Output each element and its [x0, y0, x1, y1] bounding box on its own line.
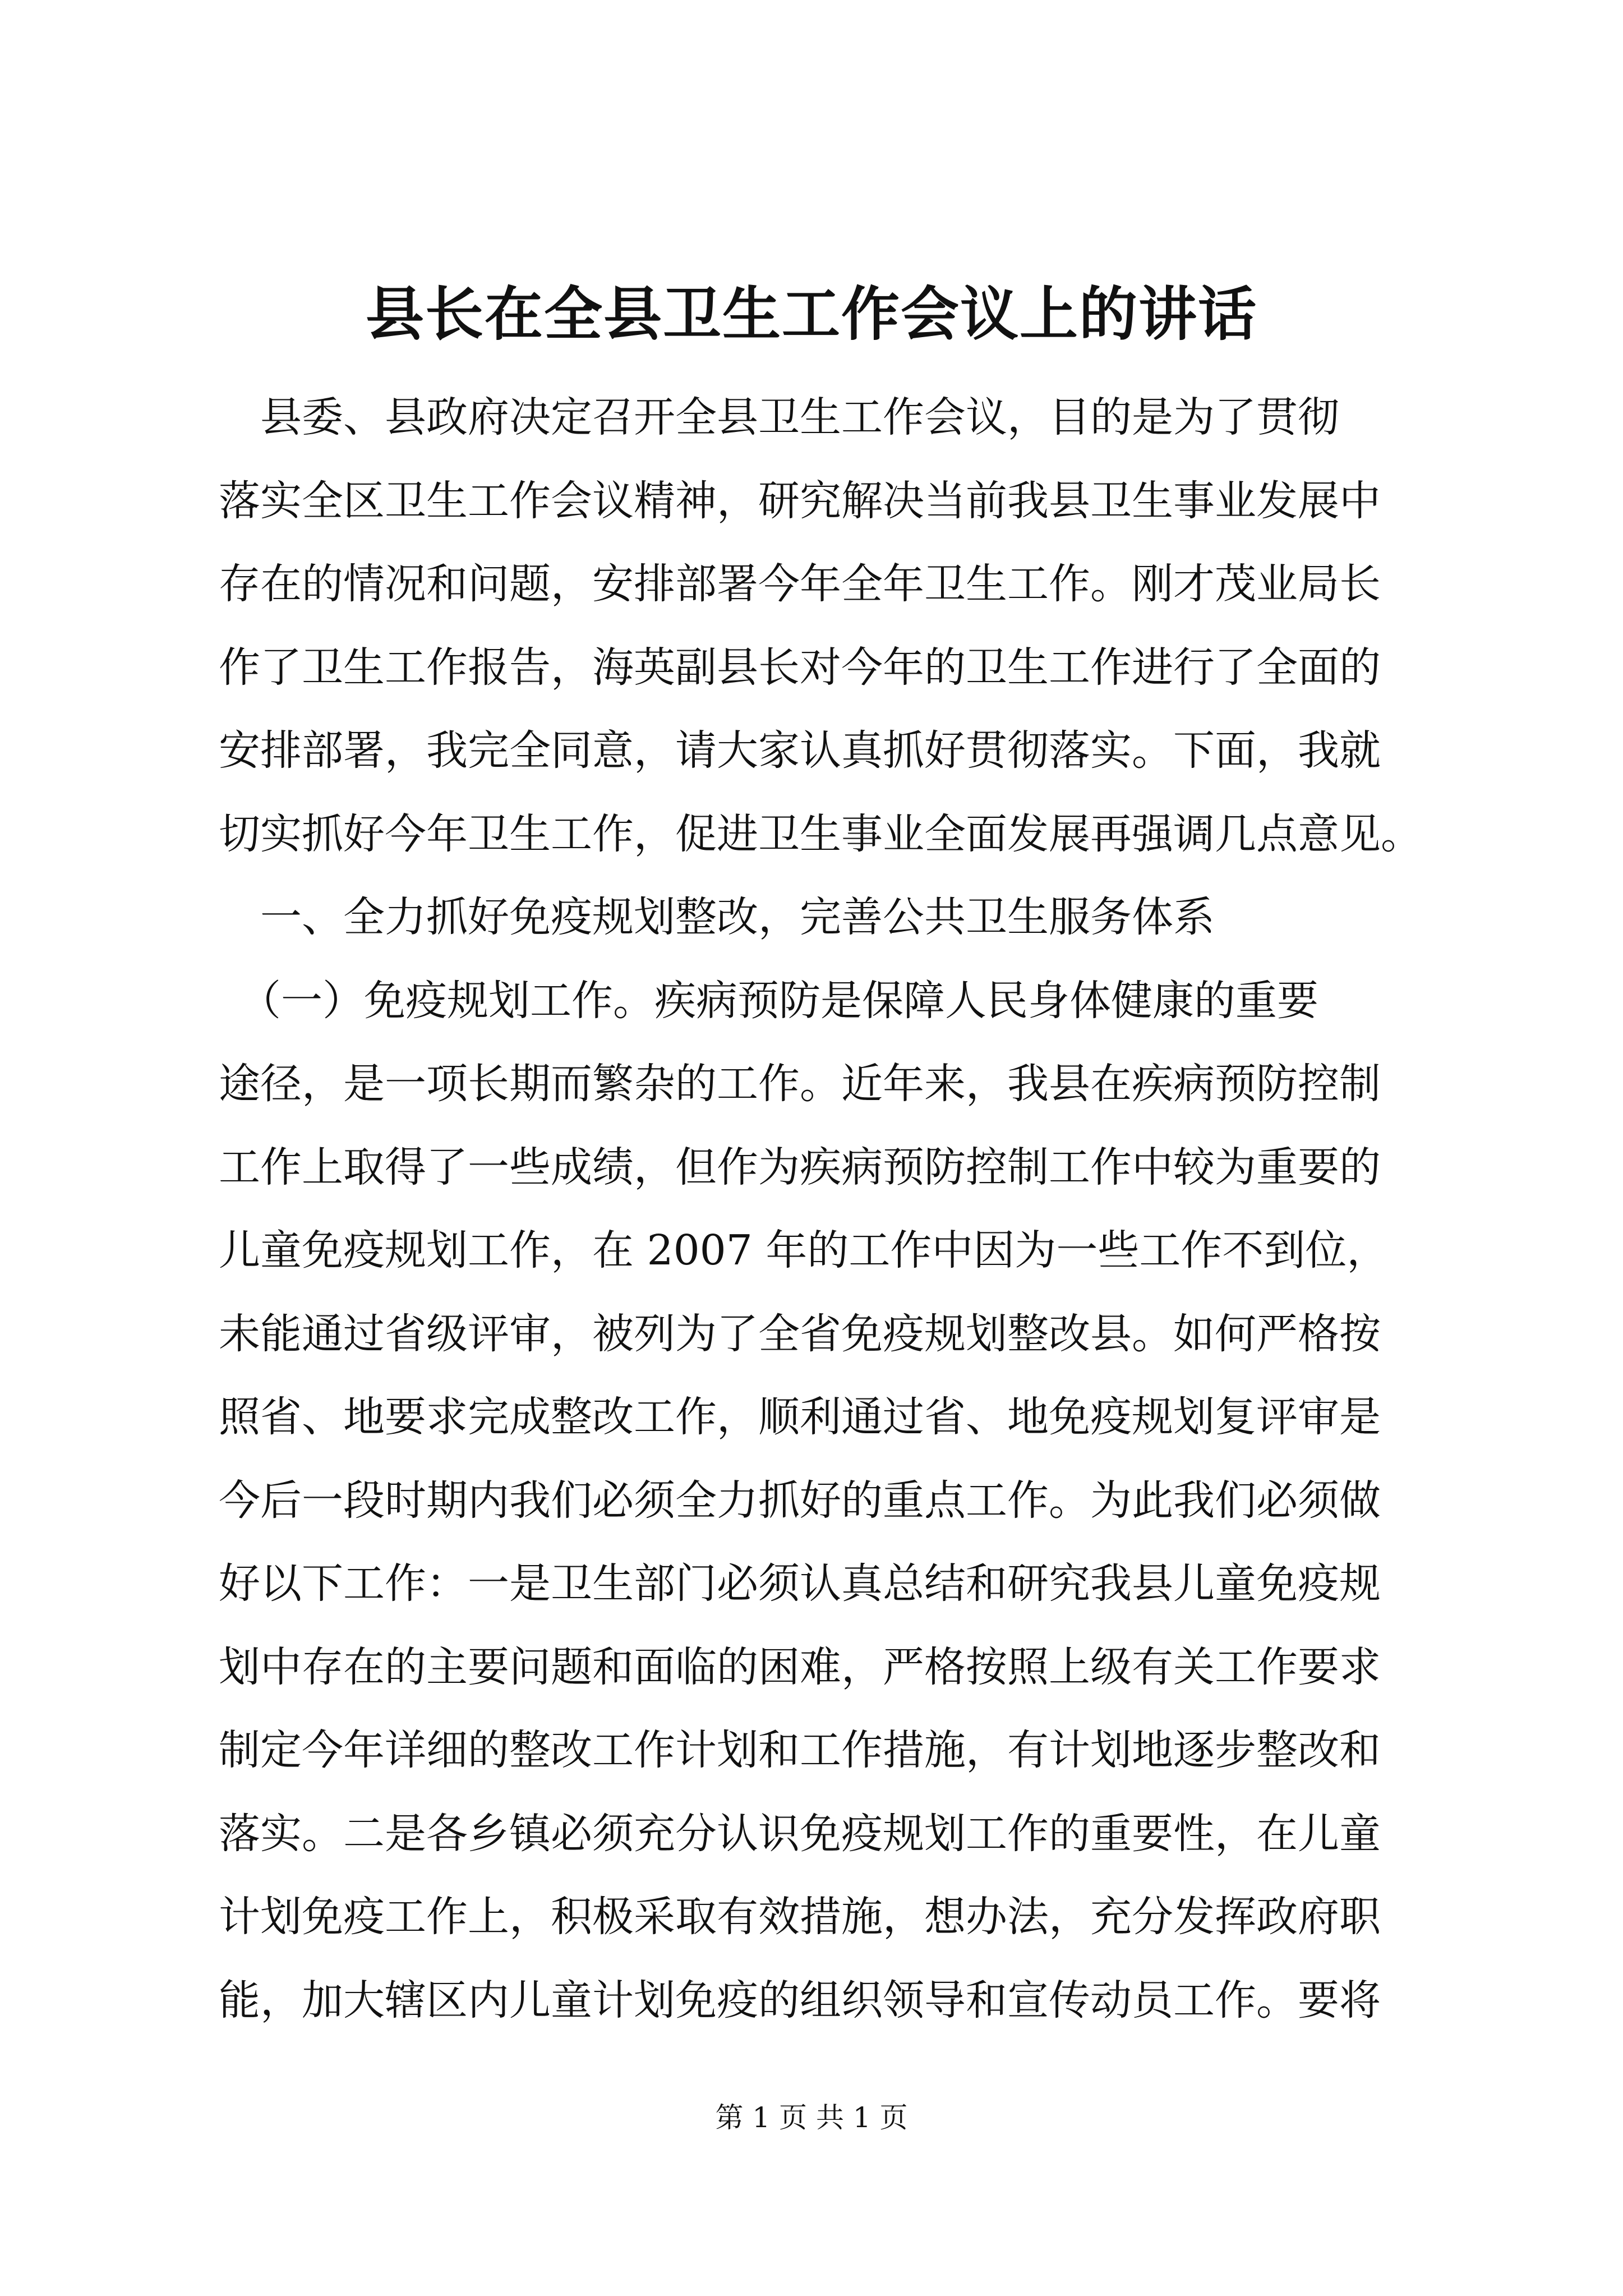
paragraph-line: [219, 626, 1419, 710]
line-text: 工作上取得了一些成绩，但作为疾病预防控制工作中较为重要的: [219, 1143, 1381, 1191]
paragraph-line: [219, 1459, 1419, 1543]
line-text: 切实抓好今年卫生工作，促进卫生事业全面发展再强调几点意见。: [219, 809, 1422, 858]
line-text: 安排部署，我完全同意，请大家认真抓好贯彻落实。下面，我就: [219, 726, 1381, 775]
paragraph-line: [219, 1792, 1419, 1876]
paragraph-line: [219, 1875, 1419, 1959]
paragraph-line: [219, 1542, 1419, 1626]
paragraph-line: [219, 376, 1419, 459]
line-text: 照省、地要求完成整改工作，顺利通过省、地免疫规划复评审是: [219, 1393, 1381, 1441]
page-footer: 第 1 页 共 1 页: [715, 2101, 908, 2134]
document-title: 县长在全县卫生工作会议上的讲话: [365, 279, 1257, 348]
line-text: 未能通过省级评审，被列为了全省免疫规划整改县。如何严格按: [219, 1309, 1381, 1358]
line-text: 划中存在的主要问题和面临的困难，严格按照上级有关工作要求: [219, 1642, 1381, 1691]
line-text: 好以下工作：一是卫生部门必须认真总结和研究我县儿童免疫规: [219, 1559, 1381, 1608]
line-text: 儿童免疫规划工作，在 2007 年的工作中因为一些工作不到位，: [219, 1226, 1389, 1274]
paragraph-line: [219, 709, 1419, 793]
line-text: 途径，是一项长期而繁杂的工作。近年来，我县在疾病预防控制: [219, 1060, 1381, 1108]
paragraph-line: [219, 1959, 1419, 2042]
line-text: 落实全区卫生工作会议精神，研究解决当前我县卫生事业发展中: [219, 476, 1381, 525]
line-text: 存在的情况和问题，安排部署今年全年卫生工作。刚才茂业局长: [219, 560, 1381, 608]
section-heading: [219, 876, 1419, 959]
paragraph-line: [219, 1209, 1419, 1292]
paragraph-line: [219, 1126, 1419, 1209]
line-text: 一、全力抓好免疫规划整改，完善公共卫生服务体系: [219, 893, 1215, 941]
paragraph-line: [219, 1709, 1419, 1792]
paragraph-line: [219, 793, 1422, 876]
line-text: 县委、县政府决定召开全县卫生工作会议，目的是为了贯彻: [219, 393, 1339, 441]
line-text: 作了卫生工作报告，海英副县长对今年的卫生工作进行了全面的: [219, 643, 1381, 692]
paragraph-line: [219, 1626, 1419, 1709]
paragraph-line: [219, 959, 1419, 1043]
paragraph-line: [219, 1292, 1419, 1376]
line-text: 计划免疫工作上，积极采取有效措施，想办法，充分发挥政府职: [219, 1893, 1381, 1941]
line-text: 落实。二是各乡镇必须充分认识免疫规划工作的重要性，在儿童: [219, 1809, 1381, 1858]
line-text: （一）免疫规划工作。疾病预防是保障人民身体健康的重要: [219, 976, 1318, 1025]
paragraph-line: [219, 459, 1419, 543]
line-text: 能，加大辖区内儿童计划免疫的组织领导和宣传动员工作。要将: [219, 1976, 1381, 2024]
line-text: 今后一段时期内我们必须全力抓好的重点工作。为此我们必须做: [219, 1476, 1381, 1525]
paragraph-line: [219, 542, 1419, 626]
paragraph-line: [219, 1042, 1419, 1126]
line-text: 制定今年详细的整改工作计划和工作措施，有计划地逐步整改和: [219, 1726, 1381, 1774]
paragraph-line: [219, 1375, 1419, 1459]
